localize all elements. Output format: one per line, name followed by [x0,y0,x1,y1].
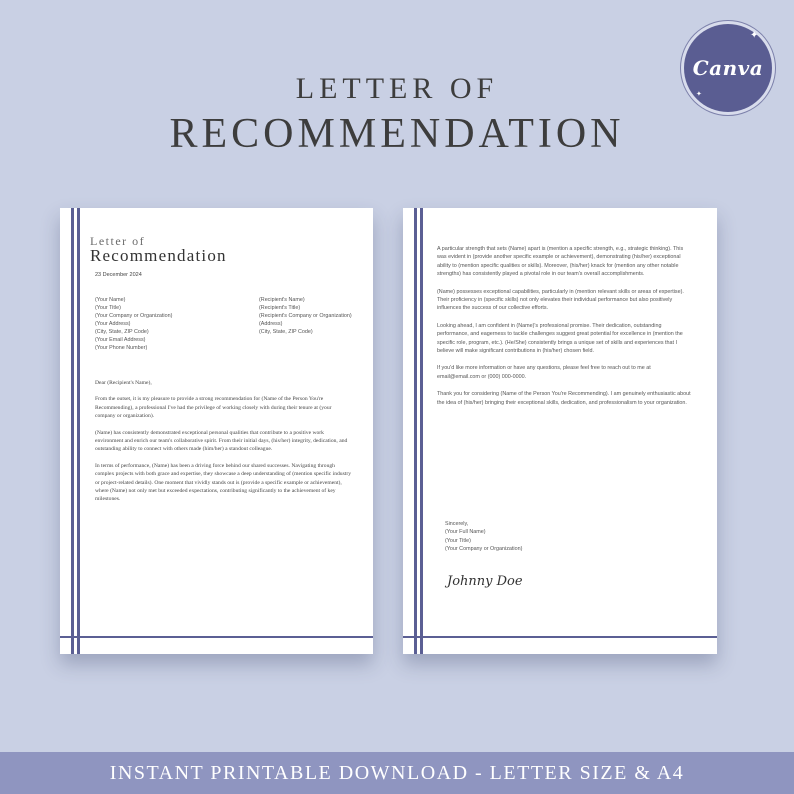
recipient-address-block [259,296,352,336]
sender-line: (Your Email Address) [95,337,146,343]
handwritten-signature: Johnny Doe [447,574,523,589]
page-border-line [403,636,717,638]
page-border-line [71,208,74,654]
letter-body-page-2 [437,245,693,416]
recipient-line: (Address) [259,321,283,327]
sender-line: (Your Company or Organization) [95,313,173,319]
main-title-line-2: RECOMMENDATION [169,111,625,157]
sender-line: (Your Address) [95,321,131,327]
recipient-line: (Recipient's Company or Organization) [259,313,352,319]
body-paragraph: From the outset, it is my pleasure to provide a strong recommendation for (Name of the Person You're Recommending), a professional I've had the privilege of working closely with during their tenure at (your company or organization). [95,396,332,420]
closing-block [445,520,522,554]
footer-banner [0,752,794,794]
recipient-line: (Recipient's Title) [259,305,301,311]
footer-text: INSTANT PRINTABLE DOWNLOAD - LETTER SIZE & A4 [109,761,685,784]
sparkle-icon: ✦ [696,91,702,98]
canva-logo-text: Canva [692,56,764,80]
body-paragraph: In terms of performance, (Name) has been a driving force behind our shared successes. Navigating through complex projects with both grace and expertise, they showcase a deep understanding of (mention specific industry or project-related details). One moment that vividly stands out is (provide a specific example or achievement), where (Name) not only met but exceeded expectations, contributing significantly to the achievement of key milestones. [95,462,351,503]
sender-line: (Your Phone Number) [95,345,148,351]
salutation: Dear (Recipient's Name), [95,380,152,386]
page-border-line [414,208,417,654]
body-paragraph: Looking ahead, I am confident in (Name)'s professional promise. Their dedication, outstanding performance, and eagerness to tackle challenges suggest great potential for excellence in (mention the specific role, program, etc.). (He/She) consistently brings a unique set of skills and experiences that I believe will make significant contributions in (his/her) chosen field. [437,322,683,355]
body-paragraph: (Name) possesses exceptional capabilities, particularly in (mention relevant skills or areas of expertise). Their proficiency in (specific skills) not only elevates their individual performance but also positively influences the success of our collective efforts. [437,288,684,312]
page-border-line [60,636,373,638]
page-border-line [420,208,423,654]
sender-line: (City, State, ZIP Code) [95,329,149,335]
body-paragraph: A particular strength that sets (Name) apart is (mention a specific strength, e.g., strategic thinking). This was evident in (provide another specific example or achievement), demonstrating (his/her) exceptional ability to (mention specific qualities or skills). Moreover, (his/her) knack for (mention any other notable strengths) has consistently played a pivotal role in our team's overall accomplishments. [437,246,684,278]
closing-line: (Your Title) [445,537,471,544]
letter-heading-large: Recommendation [90,246,227,265]
letter-heading-small: Letter of [90,234,146,248]
body-paragraph: Thank you for considering (Name of the Person You're Recommending). I am genuinely enthusiastic about the idea of (his/her) bringing their exceptional skills, dedication, and professionalism to your organization. [437,391,691,406]
body-paragraph: (Name) has consistently demonstrated exceptional personal qualities that contribute to a positive work environment and enrich our team's collaborative spirit. From their initial days, (his/her) integrity, dedication, and outstanding ability to connect with others made (him/her) a standout colleague. [95,429,348,453]
recipient-line: (Recipient's Name) [259,297,305,303]
body-paragraph: If you'd like more information or have any questions, please feel free to reach out to me at email@email.com or (000) 000-0000. [437,365,651,380]
sender-line: (Your Title) [95,305,121,311]
recipient-line: (City, State, ZIP Code) [259,329,313,335]
closing-line: (Your Company or Organization) [445,546,523,553]
letter-body-page-1 [95,379,353,512]
letter-date: 23 December 2024 [95,272,142,278]
sparkle-icon: ✦ [750,30,759,41]
letter-page-2 [403,208,717,654]
main-title-line-1: LETTER OF [295,72,499,105]
sender-line: (Your Name) [95,297,126,303]
letter-page-1 [60,208,373,654]
closing-line: Sincerely, [445,521,469,527]
page-border-line [77,208,80,654]
sender-address-block [95,296,172,352]
closing-line: (Your Full Name) [445,529,486,536]
